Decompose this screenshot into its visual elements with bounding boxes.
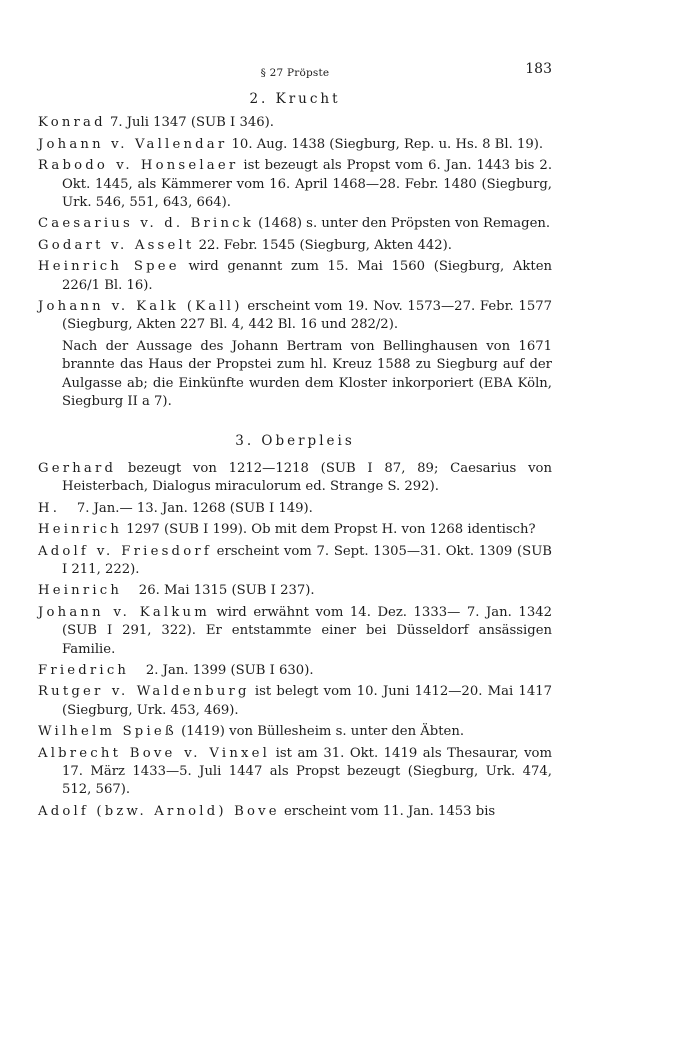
entry-name: Adolf (bzw. Arnold) Bove xyxy=(38,803,280,819)
entry-name: Konrad xyxy=(38,115,106,131)
entry-text: 26. Mai 1315 (SUB I 237). xyxy=(122,583,315,599)
entry-text: erscheint vom 11. Jan. 1453 bis xyxy=(279,803,496,819)
entry-name: Wilhelm Spieß xyxy=(38,724,177,740)
entry xyxy=(38,683,557,720)
entry-name: Gerhard xyxy=(38,460,117,476)
entry-text: ist bezeugt als Propst vom 6. Jan. 1443 bis 2. Okt. 1445, als Kämmerer vom 16. April 1468—28. Febr. 1480 (Siegburg, Urk. 546, 551, 643, 664). xyxy=(62,158,557,211)
entry xyxy=(38,500,552,518)
entry xyxy=(38,157,557,212)
entry-name: Johann v. Vallendar xyxy=(38,136,228,152)
entry xyxy=(38,582,552,600)
book-page xyxy=(38,60,557,824)
entry-name: Friedrich xyxy=(38,662,130,678)
entry-text: 1297 (SUB I 199). Ob mit dem Propst H. von 1268 identisch? xyxy=(122,522,536,538)
entry xyxy=(38,543,557,580)
entry xyxy=(38,258,557,295)
entry-text: 22. Febr. 1545 (Siegburg, Akten 442). xyxy=(194,237,452,253)
entry-text: ist am 31. Okt. 1419 als Thesaurar, vom 17. März 1433—5. Juli 1447 als Propst bezeugt (Siegburg, Urk. 474, 512, 567). xyxy=(62,745,557,798)
entry-text: 7. Jan.— 13. Jan. 1268 (SUB I 149). xyxy=(60,500,313,516)
entry xyxy=(38,521,552,539)
section-heading: 3. Oberpleis xyxy=(235,432,355,449)
entry-name: Heinrich xyxy=(38,522,123,538)
entry-name: Johann v. Kalkum xyxy=(38,604,210,620)
entry-text: 7. Juli 1347 (SUB I 346). xyxy=(105,115,274,131)
entry-name: Heinrich Spee xyxy=(38,259,180,275)
entry xyxy=(38,604,557,659)
entry xyxy=(38,745,557,800)
entry-text: ist belegt vom 10. Juni 1412—20. Mai 1417 (Siegburg, Urk. 453, 469). xyxy=(62,684,557,718)
entry-text: erscheint vom 7. Sept. 1305—31. Okt. 1309 (SUB I 211, 222). xyxy=(62,543,557,577)
entry xyxy=(38,723,552,741)
entry-name: Johann v. Kalk (Kall) xyxy=(38,299,243,315)
page-number: 183 xyxy=(525,61,552,77)
entry-name: H. xyxy=(38,500,61,516)
entry xyxy=(38,215,552,233)
entry-name: Caesarius v. d. Brinck xyxy=(38,216,254,232)
entry xyxy=(38,460,557,497)
entry-name: Albrecht Bove v. Vinxel xyxy=(38,745,271,761)
entry-name: Adolf v. Friesdorf xyxy=(38,543,212,559)
entry-name: Rabodo v. Honselaer xyxy=(38,158,239,174)
entry-name: Godart v. Asselt xyxy=(38,237,195,253)
entry-text: (1419) von Büllesheim s. unter den Äbten. xyxy=(176,724,465,740)
entry-text: wird genannt zum 15. Mai 1560 (Siegburg, Akten 226/1 Bl. 16). xyxy=(62,259,557,293)
entry-name: Rutger v. Waldenburg xyxy=(38,684,250,700)
section-krucht xyxy=(38,90,557,412)
entry-text: 10. Aug. 1438 (Siegburg, Rep. u. Hs. 8 Bl. 19). xyxy=(227,136,544,152)
entry-note: Nach der Aussage des Johann Bertram von Bellinghausen von 1671 brannte das Haus der Propstei zum hl. Kreuz 1588 zu Siegburg auf der Aulgasse ab; die Einkünfte wurden dem Kloster inkorporiert (EBA Köln, Siegburg II a 7). xyxy=(62,338,552,410)
entry-text: wird erwähnt vom 14. Dez. 1333— 7. Jan. 1342 (SUB I 291, 322). Er entstammte einer bei Düsseldorf ansässigen Familie. xyxy=(62,604,557,657)
entry xyxy=(38,803,552,821)
entry xyxy=(38,237,552,255)
entry xyxy=(38,298,557,335)
entry-text: erscheint vom 19. Nov. 1573—27. Febr. 1577 (Siegburg, Akten 227 Bl. 4, 442 Bl. 16 und 282/2). xyxy=(62,299,557,333)
entry-text: bezeugt von 1212—1218 (SUB I 87, 89; Caesarius von Heisterbach, Dialogus miraculorum ed. Strange S. 292). xyxy=(62,460,557,495)
section-oberpleis xyxy=(38,432,557,822)
entry xyxy=(38,136,552,154)
section-heading: 2. Krucht xyxy=(249,91,341,107)
running-head xyxy=(38,60,552,82)
entry-name: Heinrich xyxy=(38,583,123,599)
entry xyxy=(38,662,552,680)
entry xyxy=(38,114,552,132)
entry-text: (1468) s. unter den Pröpsten von Remagen. xyxy=(253,216,551,232)
running-title: § 27 Pröpste xyxy=(260,67,330,79)
entry-text: 2. Jan. 1399 (SUB I 630). xyxy=(129,662,314,678)
